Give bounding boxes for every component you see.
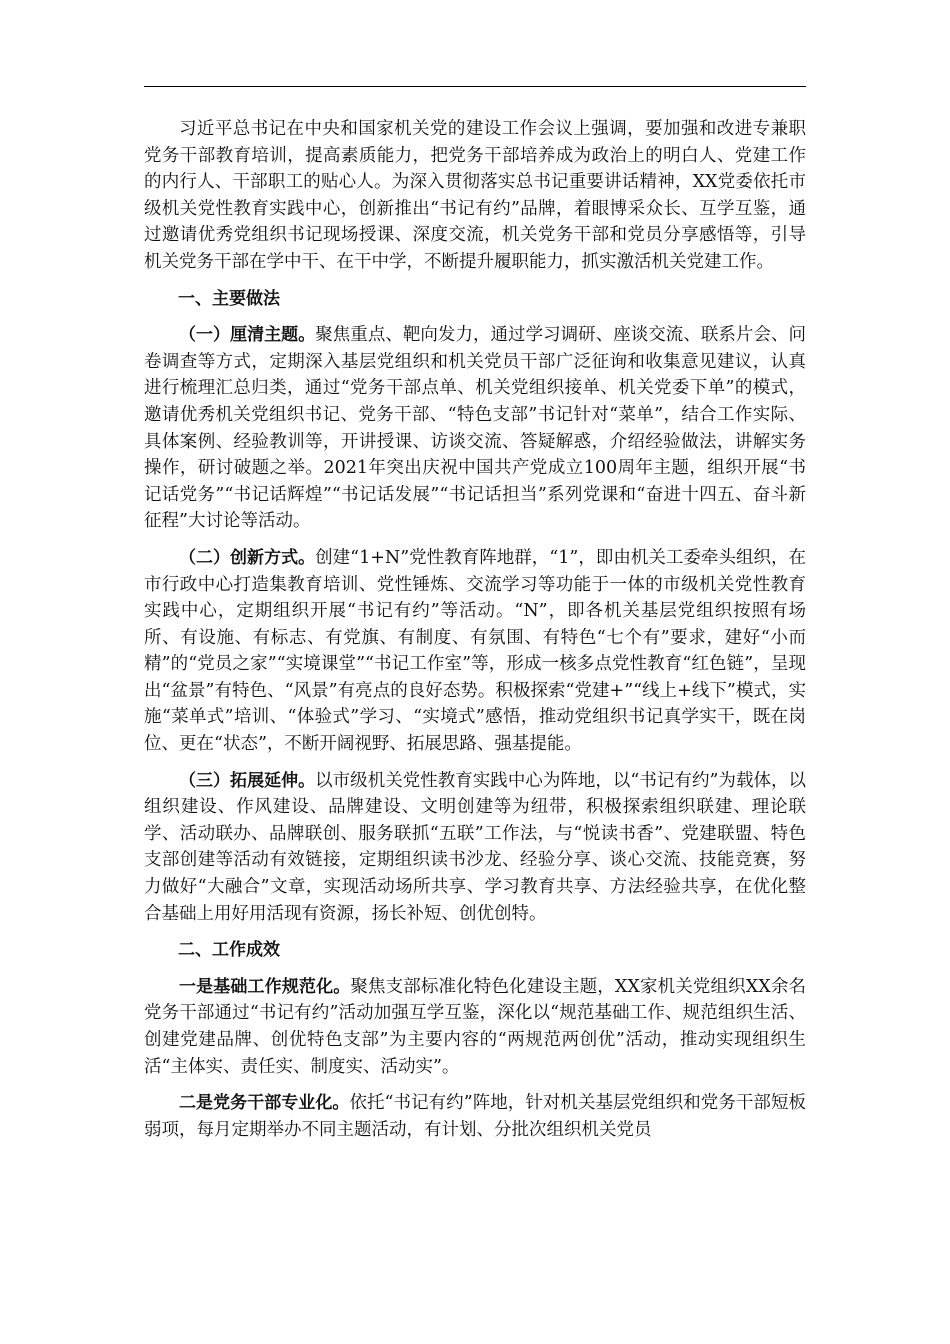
paragraph-text: 聚焦重点、靶向发力，通过学习调研、座谈交流、联系片会、问卷调查等方式，定期深入基层党组织和机关党员干部广泛征询和收集意见建议，认真进行梳理汇总归类，通过“党务干部点单、机关党组织接单、机关党委下单”的模式，邀请优秀机关党组织书记、党务干部、“特色支部”书记针对“菜单”，结合工作实际、具体案例、经验教训等，开讲授课、访谈交流、答疑解惑，介绍经验做法，讲解实务操作，研讨破题之举。2021年突出庆祝中国共产党成立100周年主题，组织开展“书记话党务”“书记话辉煌”“书记话发展”“书记话担当”系列党课和“奋进十四五、奋斗新征程”大讨论等活动。 bbox=[144, 325, 807, 532]
paragraph-lead: （一）厘清主题。 bbox=[179, 325, 316, 346]
paragraph-lead: （二）创新方式。 bbox=[179, 547, 316, 568]
paragraph-clarify-theme bbox=[144, 322, 806, 535]
paragraph-text: 聚焦支部标准化特色化建设主题，XX家机关党组织XX余名党务干部通过“书记有约”活动加强互学互鉴，深化以“规范基础工作、规范组织生活、创建党建品牌、创优特色支部”为主要内容的“两规范两创优”活动，推动实现组织生活“主体实、责任实、制度实、活动实”。 bbox=[144, 976, 806, 1077]
paragraph-text: 创建“1+N”党性教育阵地群，“1”，即由机关工委牵头组织，在市行政中心打造集教育培训、党性锤炼、交流学习等功能于一体的市级机关党性教育实践中心，定期组织开展“书记有约”等活动。“N”，即各机关基层党组织按照有场所、有设施、有标志、有党旗、有制度、有氛围、有特色“七个有”要求，建好“小而精”的“党员之家”“实境课堂”“书记工作室”等，形成一核多点党性教育“红色链”，呈现出“盆景”有特色、“风景”有亮点的良好态势。积极探索“党建+”“线上+线下”模式，实施“菜单式”培训、“体验式”学习、“实境式”感悟，推动党组织书记真学实干，既在岗位、更在“状态”，不断开阔视野、拓展思路、强基提能。 bbox=[144, 547, 807, 755]
paragraph-lead: （三）拓展延伸。 bbox=[179, 770, 316, 791]
paragraph-text: 以市级机关党性教育实践中心为阵地，以“书记有约”为载体，以组织建设、作风建设、品牌建设、文明创建等为纽带，积极探索组织联建、理论联学、活动联办、品牌联创、服务联抓“五联”工作法，与“悦读书香”、党建联盟、特色支部创建等活动有效链接，定期组织读书沙龙、经验分享、谈心交流、技能竞赛，努力做好“大融合”文章，实现活动场所共享、学习教育共享、方法经验共享，在优化整合基础上用好用活现有资源，扬长补短、创优创特。 bbox=[144, 770, 806, 924]
paragraph-expand-extend bbox=[144, 768, 806, 928]
paragraph-professionalization bbox=[144, 1090, 806, 1143]
document-body bbox=[144, 116, 806, 1153]
section-heading-2: 二、工作成效 bbox=[178, 940, 280, 961]
paragraph-standardization bbox=[144, 974, 806, 1080]
intro-paragraph: 习近平总书记在中央和国家机关党的建设工作会议上强调，要加强和改进专兼职党务干部教育培训，提高素质能力，把党务干部培养成为政治上的明白人、党建工作的内行人、干部职工的贴心人。为深入贯彻落实总书记重要讲话精神，XX党委依托市级机关党性教育实践中心，创新推出“书记有约”品牌，着眼博采众长、互学互鉴，通过邀请优秀党组织书记现场授课、深度交流，机关党务干部和党员分享感悟等，引导机关党务干部在学中干、在干中学，不断提升履职能力，抓实激活机关党建工作。 bbox=[144, 119, 806, 272]
paragraph-lead: 一是基础工作规范化。 bbox=[179, 976, 351, 997]
header-rule bbox=[144, 86, 806, 87]
paragraph-innovate-method bbox=[144, 545, 806, 758]
paragraph-lead: 二是党务干部专业化。 bbox=[179, 1093, 350, 1114]
paragraph-text: 依托“书记有约”阵地，针对机关基层党组织和党务干部短板弱项，每月定期举办不同主题活动，有计划、分批次组织机关党员 bbox=[144, 1093, 806, 1140]
section-heading-1: 一、主要做法 bbox=[178, 288, 280, 309]
